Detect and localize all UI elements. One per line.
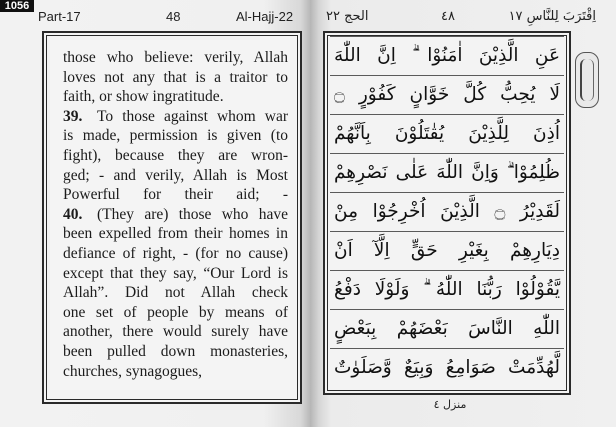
text-line: loves not any that is a traitor to	[63, 68, 288, 86]
text-line: is made, permission is given (to	[63, 127, 288, 145]
arabic-surah-label: الحج ٢٢	[326, 9, 369, 24]
arabic-page-number: ٤٨	[441, 9, 455, 24]
arabic-line: لَا يُحِبُّ كُلَّ خَوَّانٍ كَفُوْرٍ ۝	[330, 76, 564, 115]
arabic-line: لَّهُدِّمَتْ صَوَامِعُ وَبِيَعٌ وَّصَلَوٰتٌ	[334, 357, 560, 378]
verse-number: 39.	[63, 107, 83, 125]
text-line: defiance of right, - (for no cause)	[63, 244, 288, 262]
surah-label: Al-Hajj-22	[236, 9, 294, 24]
arabic-line: ظُلِمُوْا ۗ وَاِنَّ اللّٰهَ عَلٰى نَصْرِهِمْ	[330, 154, 564, 193]
page-badge: 1056	[0, 0, 34, 12]
text-line: faith, or show ingratitude.	[63, 88, 224, 106]
text-line: Allah”. Did not Allah check	[63, 284, 288, 302]
verse-40-line: 40. (They are) those who have	[63, 205, 288, 223]
juz-label: اِقْتَرَبَ لِلنَّاسِ ١٧	[508, 9, 596, 24]
margin-ornament-icon	[575, 52, 599, 108]
manzil-label: منزل ٤	[433, 398, 467, 411]
verse-39-line: 39. To those against whom war	[63, 107, 288, 125]
arabic-text	[330, 36, 564, 387]
text-line: churches, synagogues,	[63, 362, 203, 380]
text-line: one set of people by means of	[63, 303, 288, 321]
verse-number: 40.	[63, 205, 83, 223]
text-line: another, there would surely have	[63, 323, 288, 341]
page-number: 48	[166, 9, 181, 24]
text-line: Powerful for their aid; -	[63, 186, 288, 204]
text-line: those who believe: verily, Allah	[63, 49, 288, 66]
text-line: been expelled from their homes in	[63, 225, 288, 243]
text-line: except that they say, “Our Lord is	[63, 264, 288, 282]
part-label: Part-17	[38, 9, 81, 24]
text-line: fight), because they are wron-	[63, 146, 288, 164]
arabic-line: اللّٰهِ النَّاسَ بَعْضَهُمْ بِبَعْضٍ	[330, 310, 564, 349]
arabic-line: لَقَدِيْرُ ۝ الَّذِيْنَ اُخْرِجُوْا مِنْ	[330, 193, 564, 232]
arabic-line: عَنِ الَّذِيْنَ اٰمَنُوْا ۗ اِنَّ اللّٰهَ	[330, 36, 564, 76]
arabic-line: يَّقُوْلُوْا رَبُّنَا اللّٰهُ ۗ وَلَوْلَا دَفْعُ	[330, 271, 564, 310]
arabic-line: اُذِنَ لِلَّذِيْنَ يُقٰتَلُوْنَ بِاَنَّهُمْ	[330, 115, 564, 154]
translation-text	[63, 48, 288, 381]
text-line: ged; - and verily, Allah is Most	[63, 166, 288, 184]
text-line: been pulled down monasteries,	[63, 342, 288, 360]
arabic-line: دِيَارِهِمْ بِغَيْرِ حَقٍّ اِلَّآ اَنْ	[330, 232, 564, 271]
